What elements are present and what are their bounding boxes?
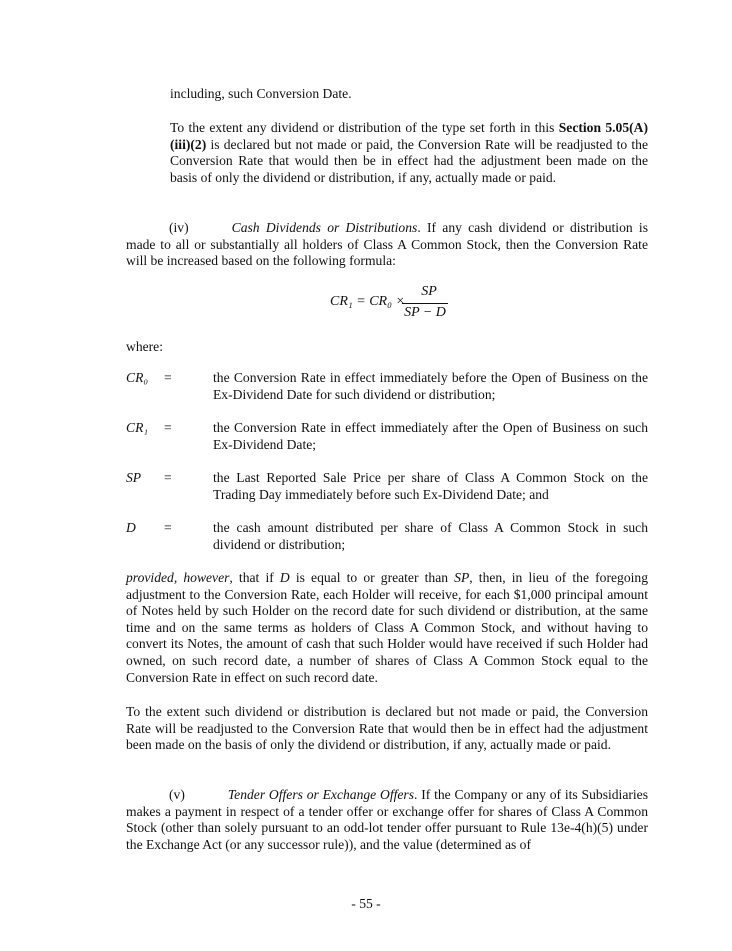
clause-heading: Cash Dividends or Distributions bbox=[231, 220, 418, 235]
proviso-lead: provided, however bbox=[126, 570, 230, 585]
definition-term: SP bbox=[126, 470, 142, 485]
paragraph-tender-offers: (v) Tender Offers or Exchange Offers. If the Company or any of its Subsidiaries makes a payment in respect of a tender offer or exchange offer for shares of Class A Common Stock (other than solely pursuant to an odd-lot tender offer pursuant to Rule 13e-4(h)(5) under the Exchange Act (or any successor rule)), and the value (determined as of bbox=[126, 787, 648, 852]
definition-equals: = bbox=[164, 420, 172, 435]
definition-text: the Conversion Rate in effect immediately after the Open of Business on such Ex-Dividend Date; bbox=[213, 420, 648, 452]
paragraph-conversion-date: including, such Conversion Date. bbox=[170, 86, 352, 101]
definition-term: CR₀ bbox=[126, 370, 149, 385]
conversion-rate-formula bbox=[330, 284, 460, 324]
section-reference: Section 5.05(A)(iii)(2) bbox=[170, 120, 648, 152]
formula-lhs: CR₁ = CR₀ × bbox=[330, 294, 405, 309]
fraction-bar bbox=[402, 303, 448, 304]
definition-equals: = bbox=[164, 520, 172, 535]
paragraph-readjustment: To the extent such dividend or distribution is declared but not made or paid, the Conversion Rate will be readjusted to the Conversion Rate that would then be in effect had the adjustment been made on the basis of only the dividend or distribution, if any, actually made or paid. bbox=[126, 704, 648, 753]
clause-number: (v) bbox=[169, 787, 185, 802]
paragraph-cash-dividends: (iv) Cash Dividends or Distributions. If any cash dividend or distribution is made to all or substantially all holders of Class A Common Stock, then the Conversion Rate will be increased based on the following formula: bbox=[126, 220, 648, 269]
clause-heading: Tender Offers or Exchange Offers bbox=[227, 787, 415, 802]
page-number: - 55 - bbox=[351, 896, 381, 911]
formula-numerator: SP bbox=[421, 284, 437, 299]
definition-equals: = bbox=[164, 470, 172, 485]
paragraph-proviso: provided, however, that if D is equal to or greater than SP, then, in lieu of the foregoing adjustment to the Conversion Rate, each Holder will receive, for each $1,000 principal amount of Notes held by such Holder on the record date for such dividend or distribution, at the same time and on the same terms as holders of Class A Common Stock, and without having to convert its Notes, the amount of cash that such Holder would have received if such Holder had owned, on such record date, a number of shares of Class A Common Stock equal to the Conversion Rate in effect on such record date. bbox=[126, 570, 648, 685]
paragraph-readjustment-section: To the extent any dividend or distribution of the type set forth in this Section 5.05(A)(iii)(2) is declared but not made or paid, the Conversion Rate will be readjusted to the Conversion Rate that would then be in effect had the adjustment been made on the basis of only the dividend or distribution, if any, actually made or paid. bbox=[170, 120, 648, 185]
definition-equals: = bbox=[164, 370, 172, 385]
definition-text: the Conversion Rate in effect immediately before the Open of Business on the Ex-Dividend Date for such dividend or distribution; bbox=[213, 370, 648, 402]
clause-number: (iv) bbox=[169, 220, 189, 235]
definition-text: the cash amount distributed per share of Class A Common Stock in such dividend or distribution; bbox=[213, 520, 648, 552]
definition-term: D bbox=[126, 520, 136, 535]
formula-denominator: SP − D bbox=[404, 305, 446, 320]
definition-term: CR₁ bbox=[126, 420, 149, 435]
definition-text: the Last Reported Sale Price per share of Class A Common Stock on the Trading Day immediately before such Ex-Dividend Date; and bbox=[213, 470, 648, 502]
where-label: where: bbox=[126, 339, 163, 354]
